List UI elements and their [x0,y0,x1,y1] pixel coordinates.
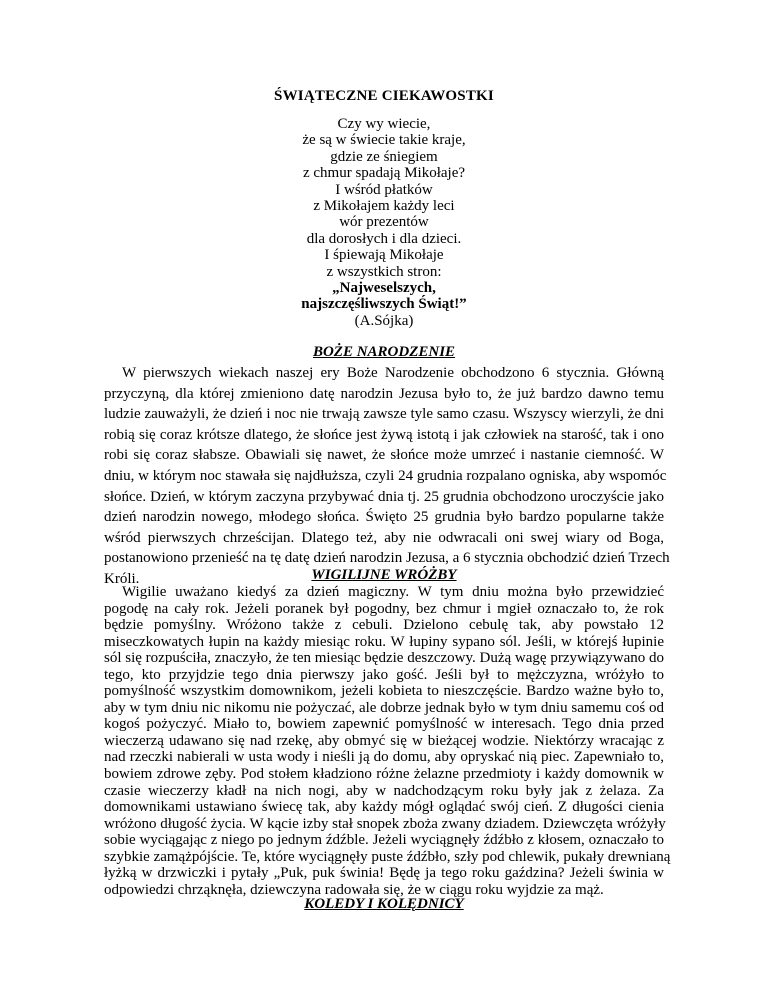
text-line: odpowiedzi chrząknęła, dziewczyna radowała się, że w ciągu roku wyjdzie za mąż. [104,881,604,898]
poem-line: z chmur spadają Mikołaje? [302,165,466,182]
poem-line: z Mikołajem każdy leci [313,198,455,215]
text-line: łyżką w drzwiczki i pytały „Puk, puk świnia! Będę ja tego roku gaździna? Jeżeli świnia w [104,865,664,882]
poem [0,116,768,329]
text-line: tego, kto przyjdzie tego dnia pierwszy jako gość. Jeśli był to mężczyzna, wróżyło to [104,666,664,683]
text-line: wieczerzą udawano się nad rzekę, aby obmyć się w bieżącej wodzie. Niektórzy wracając z [104,732,664,749]
text-line: wśród pierwszych chrześcijan. Dlatego też, aby nie odwracali oni swej wiary od Boga, [104,529,664,546]
section-heading-koledy-i-koledniccy: KOLEDY I KOLĘDNICY [304,896,464,912]
poem-line: Czy wy wiecie, [337,116,431,132]
text-line: ludzie zauważyli, że dzień i noc nie trwają zawsze tyle samo czasu. Wszyscy wierzyli, że dni [104,406,664,423]
text-line: kogoś pożyczyć. Miało to, bowiem zapewnić pomyślność w interesach. Tego dnia przed [104,716,664,733]
text-line: Wigilie uważano kiedyś za dzień magiczny. W tym dniu można było przewidzieć [122,584,664,600]
text-line: czasie wieczerzy kładł na nich nogi, aby w nadchodzącym roku były jak z żelaza. Za [104,782,664,799]
text-line: Króli. [104,570,140,587]
poem-line: wór prezentów [339,214,429,231]
text-line: pomyślność wszystkim domownikom, jeżeli kobieta to nieszczęście. Bardzo ważne było to, [104,683,664,700]
text-line: domownikami ustawiano świecę tak, aby każdy mógł oglądać swój cień. Z długości cienia [104,799,664,816]
text-line: sól się rozpuściła, znaczyło, że ten miesiąc będzie deszczowy. Dużą wagę przywiązywano do [104,650,665,667]
poem-line: I wśród płatków [335,181,433,198]
poem-line: że są w świecie takie kraje, [302,132,466,149]
text-line: dniu, w którym noc stawała się najdłuższa, czyli 24 grudnia rozpalano ogniska, aby wspomóc [104,467,667,484]
text-line: robi się coraz słabsze. Obawiali się nawet, że słońce może umrzeć i nastanie ciemność. W [104,447,664,464]
document-title: ŚWIĄTECZNE CIEKAWOSTKI [274,88,494,104]
text-line: aby w tym dniu nic nikomu nie pożyczać, ale dobrze jednak było w tym dniu samemu coś od [104,699,664,716]
section-body-boze-narodzenie [104,363,670,590]
text-line: wróżono długość życia. W kącie izby stał snopek zboża zwany dziadem. Dziewczęta wróżyły [104,815,666,832]
text-line: W pierwszych wiekach naszej ery Boże Narodzenie obchodzono 6 stycznia. Główną [122,365,664,381]
text-line: będzie pomyślny. Wróżono także z cebuli. Dzielono cebulę tak, aby powstało 12 [104,617,664,634]
text-line: pogodę na cały rok. Jeżeli poranek był pogodny, bez chmur i mgieł oznaczało to, że rok [104,600,664,617]
section-heading-wigilijne-wrozby: WIGILIJNE WRÓŻBY [311,567,457,583]
poem-line-bold: „Najweselszych, [332,280,436,297]
text-line: robią się coraz krótsze dlatego, że słońce jest żywą istotą i jak człowiek na starość, tak i ono [104,426,664,443]
text-line: sobie wyciągając z niego po jednym źdźble. Jeżeli wyciągnęły źdźbło z kłosem, oznaczało to [104,832,664,849]
text-line: słońce. Dzień, w którym zaczyna przybywać dnia tj. 25 grudnia obchodzono uroczyście jako [104,488,664,505]
poem-line: gdzie ze śniegiem [330,148,438,165]
text-line: nad rzeczki nabierali w usta wody i nieśli ją do domu, aby opryskać nią piec. Zapewniało to, [104,749,664,766]
text-line: szybkie zamążpójście. Te, które wyciągnęły puste źdźbło, szły pod chlewik, pukały drewnianą [104,848,671,865]
text-line: bowiem zdrowe zęby. Pod stołem kładziono różne żelazne przedmioty i każdy domownik w [104,766,664,783]
poem-author: (A.Sójka) [354,312,414,329]
poem-line: z wszystkich stron: [326,263,442,280]
section-heading-boze-narodzenie: BOŻE NARODZENIE [312,344,456,360]
text-line: przyczyną, dla której zmieniono datę narodzin Jezusa było to, że już bardzo dawno temu [104,385,664,402]
poem-line: dla dorosłych i dla dzieci. [306,230,462,247]
poem-line: I śpiewają Mikołaje [324,247,444,264]
poem-line-bold: najszczęśliwszych Świąt!” [301,296,467,313]
text-line: postanowiono przenieść na tę datę dzień narodzin Jezusa, a 6 stycznia obchodzić dzień Trzech [104,550,670,567]
text-line: dzień narodzin nowego, młodego słońca. Święto 25 grudnia było bardzo popularne także [104,509,664,526]
text-line: miseczkowatych łupin na każdy miesiąc roku. W łupiny sypano sól. Jeśli, w którejś łupinie [104,633,664,650]
section-body-wigilijne-wrozby [104,584,671,898]
